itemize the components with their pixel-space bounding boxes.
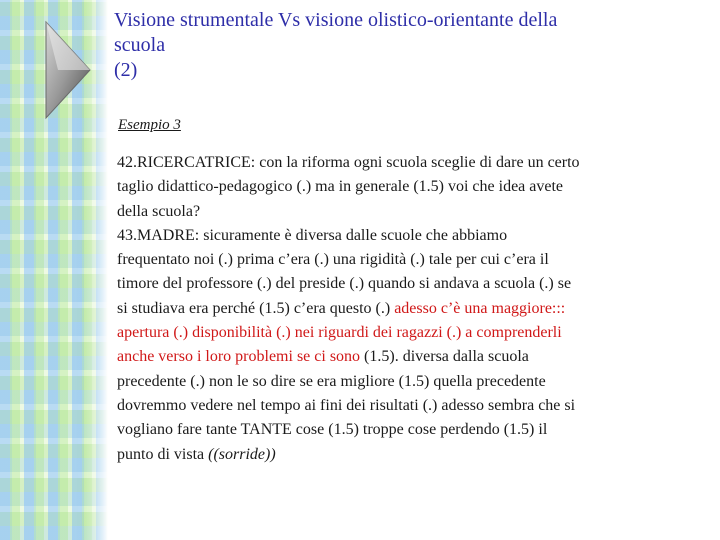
transcript-text: vogliano fare tante TANTE cose (1.5) troppe cose perdendo (1.5) il	[117, 421, 548, 439]
transcript-text: punto di vista	[117, 445, 209, 463]
transcript-text: taglio didattico-pedagogico (.) ma in generale (1.5) voi che idea avete	[117, 178, 564, 196]
transcript-line	[117, 394, 717, 418]
transcript-body	[117, 151, 717, 467]
transcript-line	[117, 370, 717, 394]
transcript-text: 42.RICERCATRICE: con la riforma ogni scuola sceglie di dare un certo	[117, 154, 580, 171]
play-arrow-icon	[44, 20, 92, 120]
title-line-1: Visione strumentale Vs visione olistico-orientante della	[114, 9, 558, 31]
example-label: Esempio 3	[118, 117, 181, 133]
transcript-text: 43.MADRE: sicuramente è diversa dalle scuole che abbiamo	[117, 226, 508, 244]
transcript-line	[117, 321, 717, 345]
transcript-text: dovremmo vedere nel tempo ai fini dei risultati (.) adesso sembra che si	[117, 396, 576, 414]
transcript-text: si studiava era perché (1.5) c’era questo (.)	[117, 299, 395, 317]
transcript-line	[117, 418, 717, 442]
transcript-text: timore del professore (.) del preside (.) quando si andava a scuola (.) se	[117, 275, 572, 293]
transcript-line	[117, 151, 717, 175]
transcript-line	[117, 224, 717, 248]
highlighted-text: anche verso i loro problemi se ci sono	[117, 348, 361, 366]
transcript-line	[117, 345, 717, 369]
transcript-line	[117, 248, 717, 272]
title-line-3: (2)	[114, 59, 138, 81]
transcript-text: precedente (.) non le so dire se era migliore (1.5) quella precedente	[117, 372, 546, 390]
slide-title	[114, 8, 704, 83]
transcript-line	[117, 200, 717, 224]
transcript-line	[117, 443, 717, 467]
highlighted-text: apertura (.) disponibilità (.) nei riguardi dei ragazzi (.) a comprenderli	[117, 324, 562, 342]
transcript-text: della scuola?	[117, 202, 201, 220]
transcript-line	[117, 175, 717, 199]
transcript-line	[117, 272, 717, 296]
highlighted-text: adesso c’è una maggiore:::	[394, 299, 566, 317]
title-line-2: scuola	[114, 34, 166, 56]
transcript-text: frequentato noi (.) prima c’era (.) una rigidità (.) tale per cui c’era il	[117, 251, 549, 269]
transcript-text: (1.5). diversa dalla scuola	[360, 348, 529, 366]
transcript-line	[117, 297, 717, 321]
transcript-text: ((sorride))	[208, 445, 276, 463]
